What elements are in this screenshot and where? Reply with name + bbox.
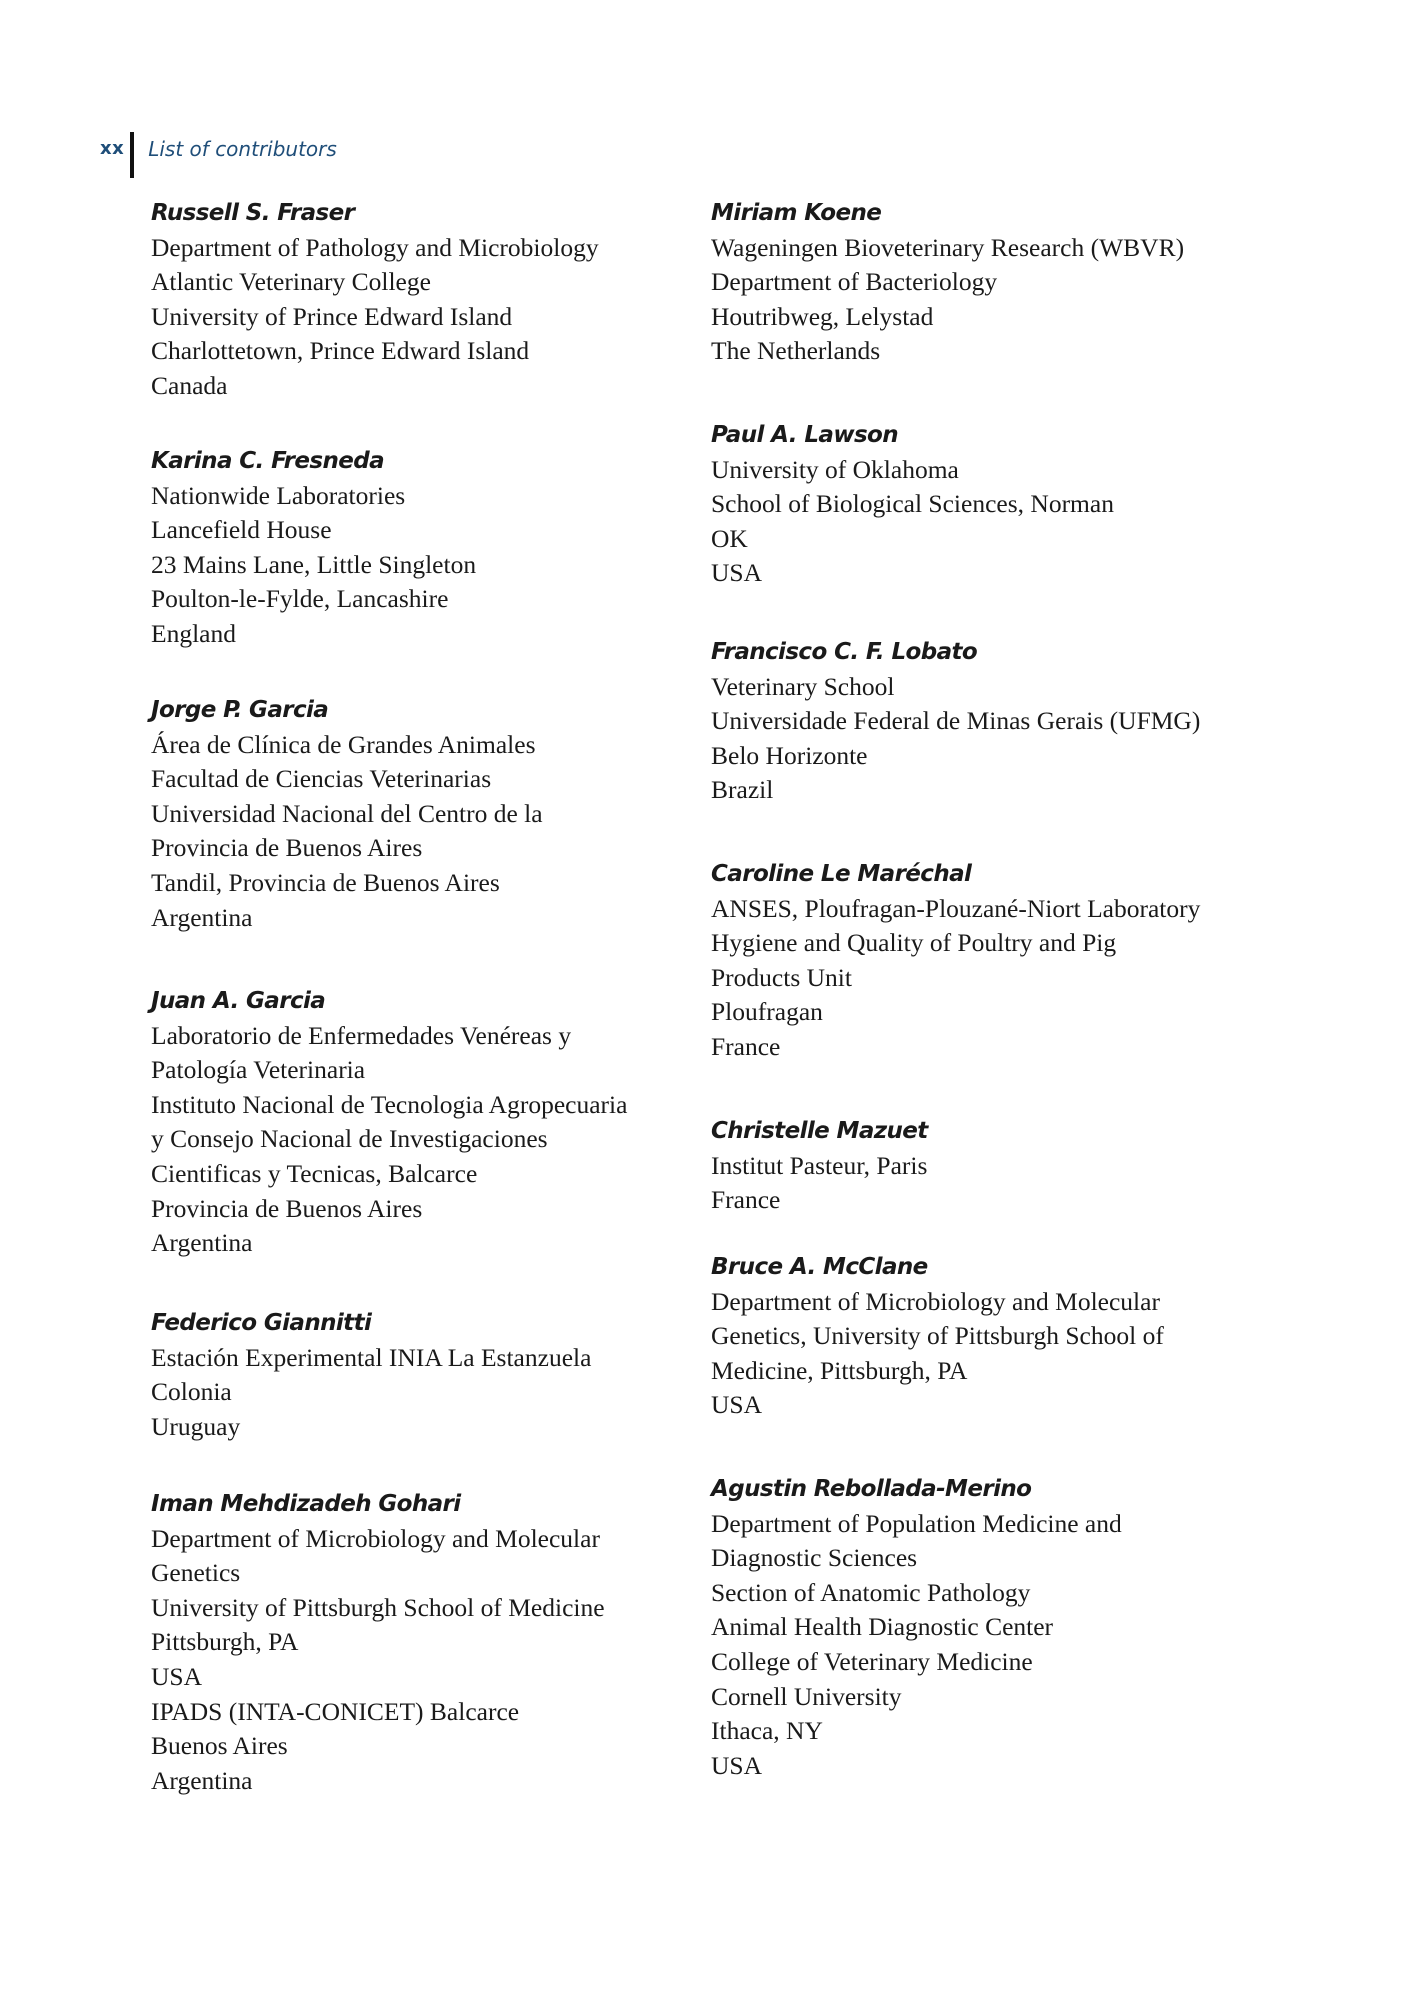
affiliation-line: 23 Mains Lane, Little Singleton [151,549,477,579]
affiliation-line: USA [711,1390,763,1420]
contributor-name: Karina C. Fresneda [151,448,385,474]
affiliation-line: y Consejo Nacional de Investigaciones [151,1124,548,1154]
contributor-entry [711,418,1114,591]
affiliation-line: Argentina [151,1228,253,1258]
contributor-name: Juan A. Garcia [151,988,326,1014]
affiliation-line: Animal Health Diagnostic Center [711,1612,1054,1642]
affiliation-line: Department of Microbiology and Molecular [711,1286,1160,1316]
contributor-name: Christelle Mazuet [711,1118,928,1144]
affiliation-line: Universidade Federal de Minas Gerais (UFMG) [711,706,1201,736]
affiliation-line: Instituto Nacional de Tecnologia Agropecuaria [151,1089,628,1119]
affiliation-line: Pittsburgh, PA [151,1627,299,1657]
contributor-entry [151,984,627,1261]
affiliation-line: Houtribweg, Lelystad [711,301,934,331]
affiliation-line: Atlantic Veterinary College [151,267,431,297]
affiliation-line: Section of Anatomic Pathology [711,1577,1031,1607]
affiliation-line: Department of Microbiology and Molecular [151,1523,600,1553]
affiliation-line: Lancefield House [151,515,332,545]
contributor-entry [151,1487,605,1798]
affiliation-line: Uruguay [151,1411,241,1441]
contributor-name: Miriam Koene [711,200,882,226]
affiliation-line: USA [151,1661,203,1691]
affiliation-line: Tandil, Provincia de Buenos Aires [151,867,500,897]
contributor-name: Paul A. Lawson [711,422,899,448]
affiliation-line: Nationwide Laboratories [151,480,406,510]
contributor-name: Federico Giannitti [151,1310,372,1336]
affiliation-line: Argentina [151,1765,253,1795]
affiliation-line: Department of Pathology and Microbiology [151,232,599,262]
affiliation-line: Canada [151,370,228,400]
affiliation-line: Cornell University [711,1681,902,1711]
affiliation-line: Facultad de Ciencias Veterinarias [151,764,492,794]
affiliation-line: Department of Population Medicine and [711,1508,1122,1538]
affiliation-line: Belo Horizonte [711,740,868,770]
affiliation-line: Área de Clínica de Grandes Animales [151,729,536,759]
contributor-entry [151,196,599,404]
affiliation-line: France [711,1185,781,1215]
affiliation-line: Universidad Nacional del Centro de la [151,798,543,828]
affiliation-line: Estación Experimental INIA La Estanzuela [151,1342,592,1372]
contributor-entry [711,1250,1164,1423]
contributor-entry [711,196,1184,369]
running-head-title: List of contributors [148,137,337,161]
affiliation-line: Charlottetown, Prince Edward Island [151,336,530,366]
affiliation-line: Products Unit [711,962,852,992]
affiliation-line: Provincia de Buenos Aires [151,1193,423,1223]
affiliation-line: USA [711,1750,763,1780]
page-number: xx [100,138,125,159]
contributor-entry [711,635,1200,808]
contributor-entry [711,1114,928,1218]
affiliation-line: Patología Veterinaria [151,1055,366,1085]
affiliation-line: The Netherlands [711,336,881,366]
affiliation-line: University of Prince Edward Island [151,301,513,331]
affiliation-line: ANSES, Ploufragan-Plouzané-Niort Laboratory [711,893,1201,923]
affiliation-line: Ithaca, NY [711,1716,823,1746]
affiliation-line: OK [711,523,748,553]
affiliation-line: Department of Bacteriology [711,267,998,297]
contributor-name: Iman Mehdizadeh Gohari [151,1491,461,1517]
affiliation-line: IPADS (INTA-CONICET) Balcarce [151,1696,520,1726]
affiliation-line: France [711,1031,781,1061]
affiliation-line: Diagnostic Sciences [711,1543,918,1573]
affiliation-line: College of Veterinary Medicine [711,1646,1033,1676]
contributor-entry [151,444,476,652]
affiliation-line: Laboratorio de Enfermedades Venéreas y [151,1020,572,1050]
affiliation-line: Genetics, University of Pittsburgh School of [711,1321,1164,1351]
affiliation-line: Brazil [711,775,774,805]
contributor-entry [151,693,543,935]
affiliation-line: University of Oklahoma [711,454,959,484]
affiliation-line: Argentina [151,902,253,932]
affiliation-line: Veterinary School [711,671,895,701]
contributor-name: Jorge P. Garcia [151,697,329,723]
contributor-entry [711,1472,1122,1783]
affiliation-line: Hygiene and Quality of Poultry and Pig [711,928,1117,958]
affiliation-line: Poulton-le-Fylde, Lancashire [151,584,449,614]
affiliation-line: Cientificas y Tecnicas, Balcarce [151,1158,478,1188]
affiliation-line: School of Biological Sciences, Norman [711,489,1114,519]
affiliation-line: Institut Pasteur, Paris [711,1150,928,1180]
contributor-name: Caroline Le Maréchal [711,861,972,887]
affiliation-line: England [151,618,236,648]
affiliation-line: Buenos Aires [151,1731,288,1761]
contributor-name: Francisco C. F. Lobato [711,639,978,665]
header-divider [130,132,134,178]
contributor-name: Agustin Rebollada-Merino [711,1476,1032,1502]
affiliation-line: USA [711,558,763,588]
affiliation-line: University of Pittsburgh School of Medicine [151,1592,605,1622]
affiliation-line: Medicine, Pittsburgh, PA [711,1355,968,1385]
affiliation-line: Ploufragan [711,997,823,1027]
contributor-name: Russell S. Fraser [151,200,355,226]
contributor-entry [151,1306,591,1444]
contributor-entry [711,857,1200,1065]
affiliation-line: Colonia [151,1377,232,1407]
affiliation-line: Wageningen Bioveterinary Research (WBVR) [711,232,1185,262]
affiliation-line: Genetics [151,1558,241,1588]
contributor-name: Bruce A. McClane [711,1254,928,1280]
affiliation-line: Provincia de Buenos Aires [151,833,423,863]
running-head [100,132,337,178]
